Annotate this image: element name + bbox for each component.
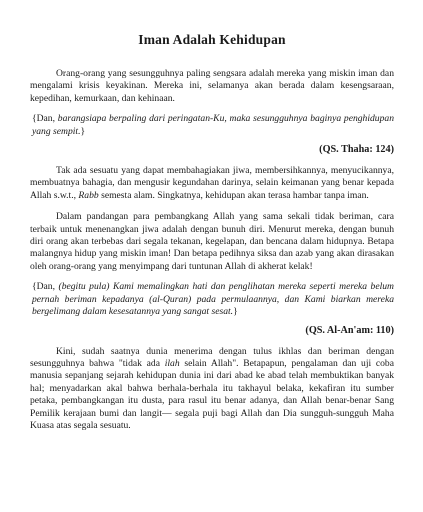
quote-1-source: (QS. Thaha: 124) xyxy=(319,144,394,156)
paragraph-3: Dalam pandangan para pembangkang Allah yang sama sekali tidak beriman, cara terbaik untuk menenangkan jiwa adalah dengan bunuh diri. Menurut mereka, dengan bunuh diri orang akan terbebas dari segala tekanan, kegelapan, dan bencana dalam hidupnya. Betapa malangnya hidup yang miskin iman! Dan betapa pedihnya siksa dan azab yang akan dirasakan oleh orang-orang yang menyimpang dari tuntunan Allah di akherat kelak! xyxy=(30,211,394,272)
quote-2-open: {Dan, xyxy=(32,281,59,293)
paragraph-4-a: Kini, sudah saatnya dunia menerima dengan tulus ikhlas dan beriman dengan sesungguhnya bahwa "tidak ada xyxy=(30,345,394,369)
quote-1-open: {Dan, xyxy=(32,113,58,125)
paragraph-2-a: Tak ada sesuatu yang dapat membahagiakan jiwa, membersihkannya, menyucikannya, membuatnya bahagia, dan mengusir kegundahan darinya, selain keimanan yang benar kepada Allah s.w.t., xyxy=(30,165,394,201)
quote-1-close: } xyxy=(80,125,86,137)
paragraph-4-b: selain Allah". Betapapun, pengalaman dan uji coba manusia sepanjang sejarah kehidupan dunia ini dari abad ke abad telah membuktikan banyak hal; menyadarkan akal bahwa berhala-berhala itu takhayul belaka, kekafiran itu sumber petaka, pembangkangan itu dusta, para rasul itu benar adanya, dan Allah benar-benar Sang Pemilik kerajaan bumi dan langit— segala puji bagi Allah dan Dia sungguh-sungguh Maha Kuasa atas segala sesuatu. xyxy=(30,357,394,431)
paragraph-2-b: semesta alam. Singkatnya, kehidupan akan terasa hambar tanpa iman. xyxy=(98,189,369,201)
quote-2 xyxy=(32,281,394,318)
page-title: Iman Adalah Kehidupan xyxy=(138,32,286,47)
quote-1 xyxy=(32,113,394,138)
quote-2-body: (begitu pula) Kami memalingkan hati dan penglihatan mereka seperti mereka belum pernah beriman kepadanya (al-Quran) pada permulaannya, dan Kami biarkan mereka bergelimang dalam kesesatannya yang sangat sesat. xyxy=(32,281,394,318)
paragraph-4 xyxy=(30,346,394,433)
paragraph-2-rabb: Rabb xyxy=(78,189,99,201)
quote-2-close: } xyxy=(233,306,238,318)
paragraph-4-ilah: ilah xyxy=(164,357,180,369)
quote-1-body: barangsiapa berpaling dari peringatan-Ku, maka sesungguhnya baginya penghidupan yang sempit. xyxy=(32,113,394,137)
paragraph-1: Orang-orang yang sesungguhnya paling sengsara adalah mereka yang miskin iman dan mengalami krisis keyakinan. Mereka ini, selamanya akan berada dalam kesengsaraan, kepedihan, kemurkaan, dan kehinaan. xyxy=(30,68,394,104)
paragraph-2 xyxy=(30,165,394,202)
quote-2-source: (QS. Al-An'am: 110) xyxy=(305,324,394,336)
